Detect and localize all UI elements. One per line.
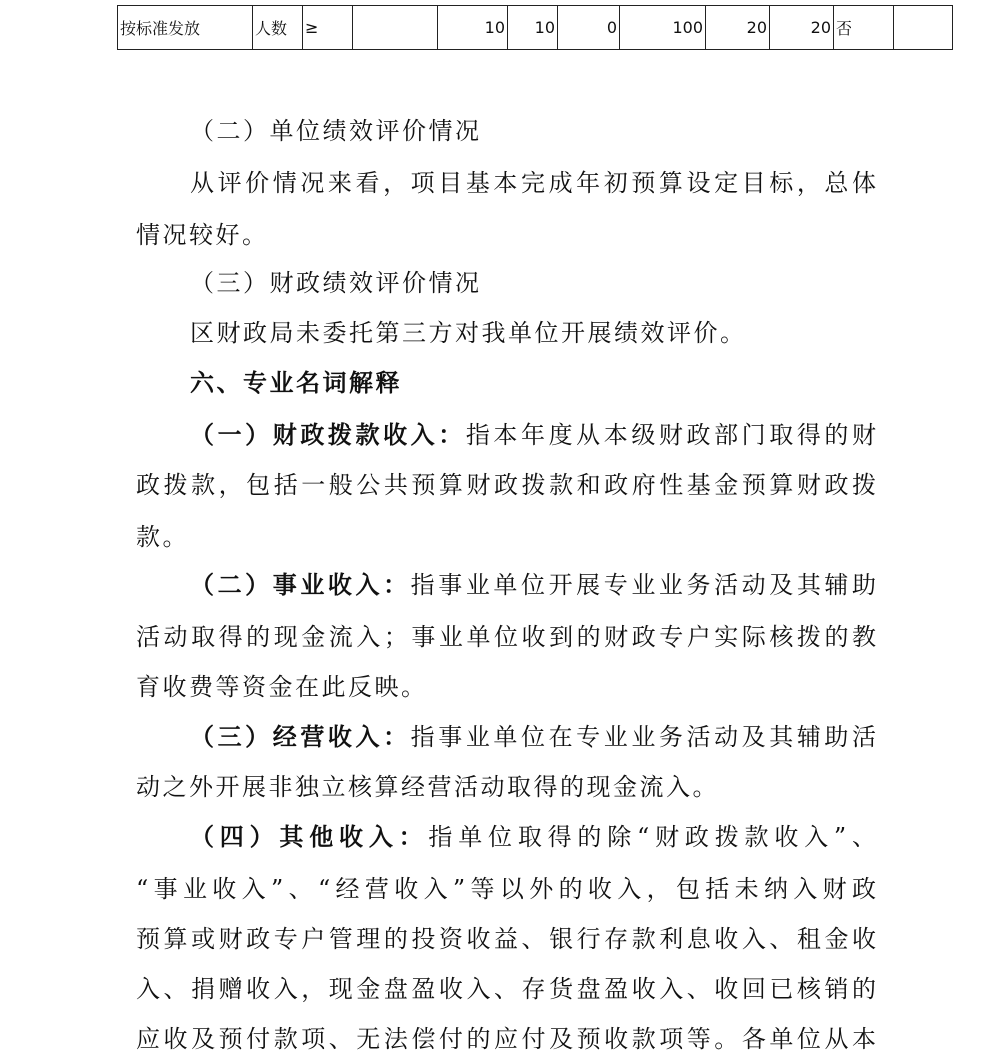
paragraph-line: 区财政局未委托第三方对我单位开展绩效评价。: [190, 319, 747, 347]
definition-text: 指事业单位在专业业务活动及其辅助活: [410, 723, 877, 751]
paragraph-line: “事业收入”、“经营收入”等以外的收入，包括未纳入财政: [136, 875, 876, 903]
paragraph-line: 活动取得的现金流入；事业单位收到的财政专户实际核拨的教: [136, 623, 876, 651]
paragraph-line: 政拨款，包括一般公共预算财政拨款和政府性基金预算财政拨: [136, 471, 876, 499]
paragraph-line: 育收费等资金在此反映。: [136, 673, 428, 701]
paragraph-line: 动之外开展非独立核算经营活动取得的现金流入。: [136, 773, 719, 801]
term-definition-line: [190, 570, 876, 600]
term-label: （三）经营收入：: [190, 722, 411, 751]
term-label: （四）其他收入：: [190, 822, 429, 851]
table-cell: 10: [438, 6, 508, 50]
table-row: [118, 6, 953, 50]
definition-text: 指本年度从本级财政部门取得的财: [465, 421, 877, 449]
table-cell: 100: [620, 6, 706, 50]
section-2-title: （二）单位绩效评价情况: [190, 117, 482, 145]
term-label: （一）财政拨款收入：: [190, 420, 466, 449]
table-cell: [353, 6, 438, 50]
indicator-table: [117, 5, 953, 50]
paragraph-line: 预算或财政专户管理的投资收益、银行存款利息收入、租金收: [136, 925, 876, 953]
table-cell: 按标准发放: [118, 6, 253, 50]
table-cell: ≥: [303, 6, 353, 50]
paragraph-line: 从评价情况来看，项目基本完成年初预算设定目标，总体: [190, 169, 876, 197]
chapter-6-title: 六、专业名词解释: [190, 369, 402, 397]
definition-text: 指单位取得的除“财政拨款收入”、: [428, 823, 876, 851]
paragraph-line: 应收及预付款项、无法偿付的应付及预收款项等。各单位从本: [136, 1025, 876, 1053]
term-label: （二）事业收入：: [190, 570, 411, 599]
definition-text: 指事业单位开展专业业务活动及其辅助: [410, 571, 877, 599]
table-cell: 20: [706, 6, 770, 50]
paragraph-line: 款。: [136, 523, 189, 551]
term-definition-line: [190, 420, 876, 450]
term-definition-line: [190, 822, 876, 852]
term-definition-line: [190, 722, 876, 752]
paragraph-line: 情况较好。: [136, 221, 269, 249]
table-cell: [894, 6, 953, 50]
table-cell: 否: [834, 6, 894, 50]
table-cell: 0: [558, 6, 620, 50]
section-3-title: （三）财政绩效评价情况: [190, 269, 482, 297]
table-cell: 10: [508, 6, 558, 50]
paragraph-line: 入、捐赠收入，现金盘盈收入、存货盘盈收入、收回已核销的: [136, 975, 876, 1003]
table-cell: 20: [770, 6, 834, 50]
table-cell: 人数: [253, 6, 303, 50]
